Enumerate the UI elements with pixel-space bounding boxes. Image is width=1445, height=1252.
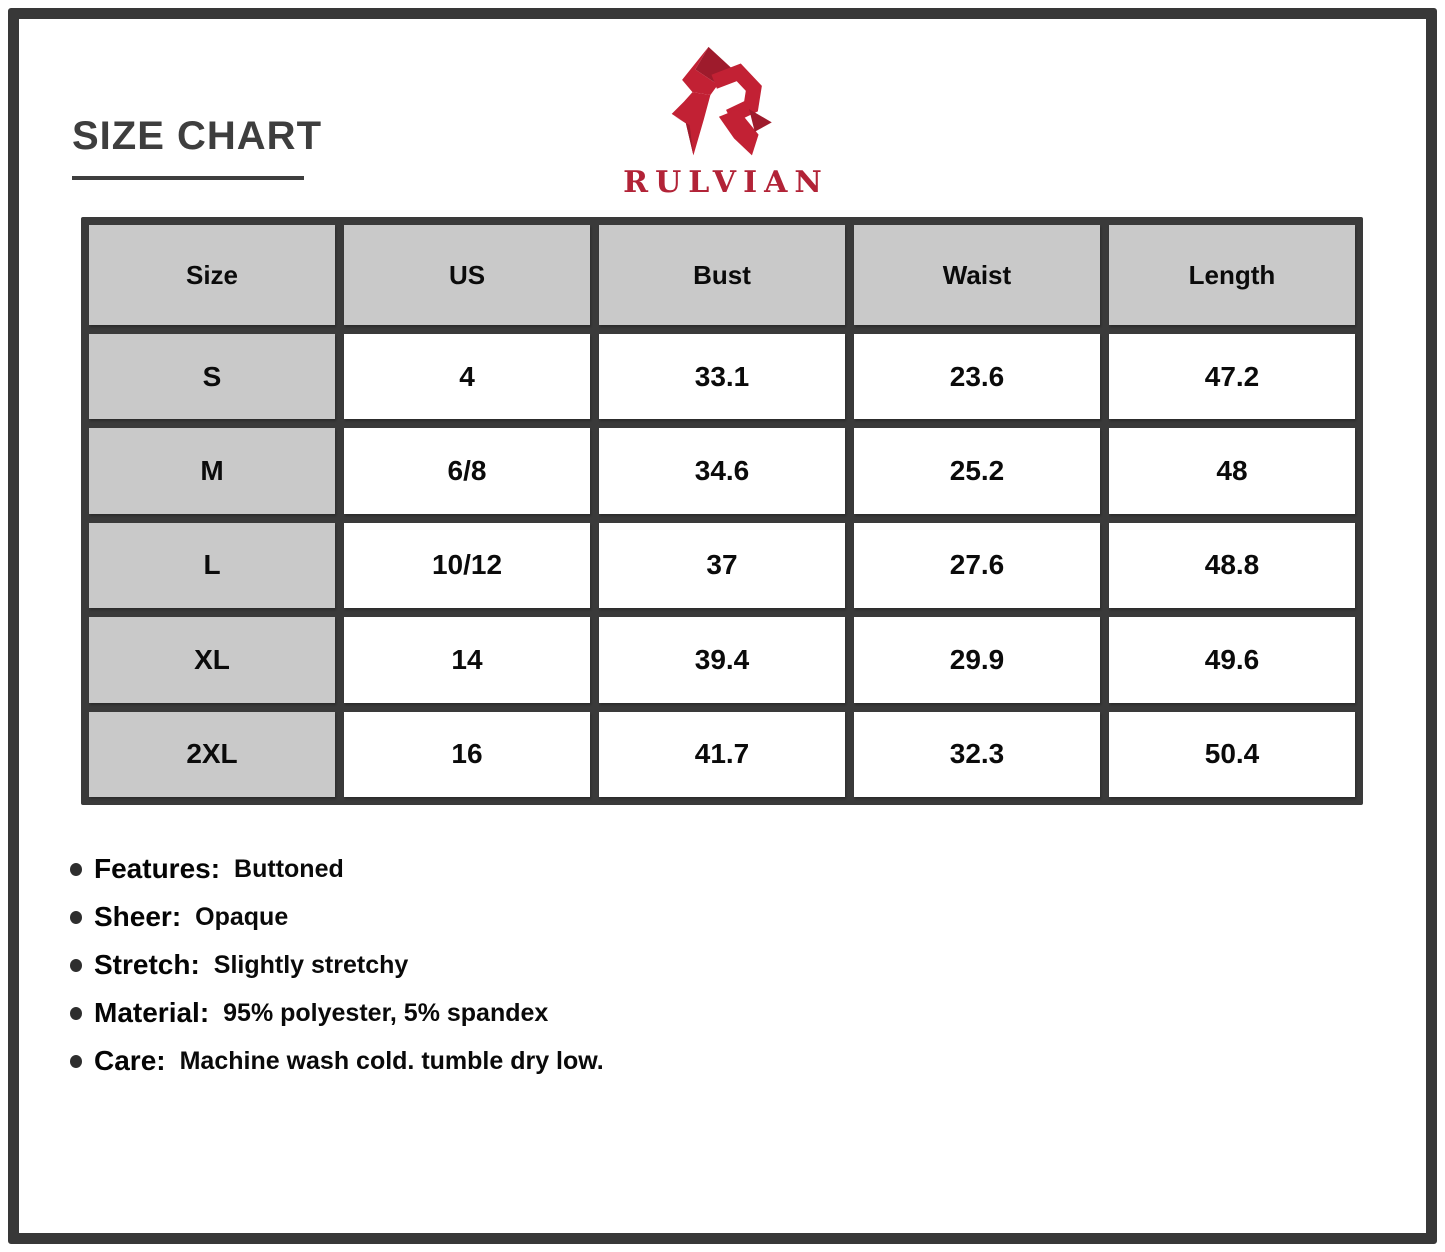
detail-row-sheer: [70, 893, 604, 941]
bullet-icon: [70, 863, 82, 876]
bullet-icon: [70, 911, 82, 924]
row-header-xl: XL: [89, 617, 335, 702]
table-cell-s-length: 47.2: [1109, 334, 1355, 419]
column-header-size: Size: [89, 225, 335, 325]
table-cell-2xl-us: 16: [344, 712, 590, 797]
detail-row-features: [70, 845, 604, 893]
bullet-icon: [70, 1055, 82, 1068]
table-cell-m-waist: 25.2: [854, 428, 1100, 513]
bullet-icon: [70, 959, 82, 972]
table-cell-l-waist: 27.6: [854, 523, 1100, 608]
detail-row-material: [70, 989, 604, 1037]
table-cell-2xl-bust: 41.7: [599, 712, 845, 797]
detail-row-stretch: [70, 941, 604, 989]
detail-label: Material:: [94, 997, 210, 1028]
detail-value: Buttoned: [234, 854, 344, 883]
table-cell-l-bust: 37: [599, 523, 845, 608]
table-cell-l-us: 10/12: [344, 523, 590, 608]
row-header-s: S: [89, 334, 335, 419]
brand-name: RULVIAN: [623, 165, 829, 200]
detail-value: Opaque: [195, 902, 289, 931]
table-cell-m-bust: 34.6: [599, 428, 845, 513]
column-header-length: Length: [1109, 225, 1355, 325]
product-details-list: [70, 845, 604, 1085]
detail-value: 95% polyester, 5% spandex: [223, 998, 549, 1027]
page-title: SIZE CHART: [72, 114, 322, 158]
bullet-icon: [70, 1007, 82, 1020]
detail-label: Care:: [94, 1045, 166, 1076]
title-underline: [72, 176, 304, 180]
brand-logo: [616, 44, 829, 200]
table-cell-m-length: 48: [1109, 428, 1355, 513]
title-block: [72, 114, 322, 180]
brand-logo-r-icon: [660, 44, 784, 162]
table-cell-s-bust: 33.1: [599, 334, 845, 419]
table-cell-xl-waist: 29.9: [854, 617, 1100, 702]
detail-value: Machine wash cold. tumble dry low.: [179, 1046, 604, 1075]
size-table: [81, 217, 1363, 805]
detail-value: Slightly stretchy: [213, 950, 409, 979]
table-cell-s-waist: 23.6: [854, 334, 1100, 419]
detail-label: Features:: [94, 853, 221, 884]
table-cell-m-us: 6/8: [344, 428, 590, 513]
row-header-l: L: [89, 523, 335, 608]
table-cell-2xl-length: 50.4: [1109, 712, 1355, 797]
detail-label: Sheer:: [94, 901, 182, 932]
table-cell-l-length: 48.8: [1109, 523, 1355, 608]
table-cell-xl-bust: 39.4: [599, 617, 845, 702]
row-header-2xl: 2XL: [89, 712, 335, 797]
table-cell-xl-length: 49.6: [1109, 617, 1355, 702]
detail-row-care: [70, 1037, 604, 1085]
column-header-bust: Bust: [599, 225, 845, 325]
table-cell-xl-us: 14: [344, 617, 590, 702]
column-header-us: US: [344, 225, 590, 325]
table-cell-s-us: 4: [344, 334, 590, 419]
table-cell-2xl-waist: 32.3: [854, 712, 1100, 797]
detail-label: Stretch:: [94, 949, 200, 980]
row-header-m: M: [89, 428, 335, 513]
column-header-waist: Waist: [854, 225, 1100, 325]
